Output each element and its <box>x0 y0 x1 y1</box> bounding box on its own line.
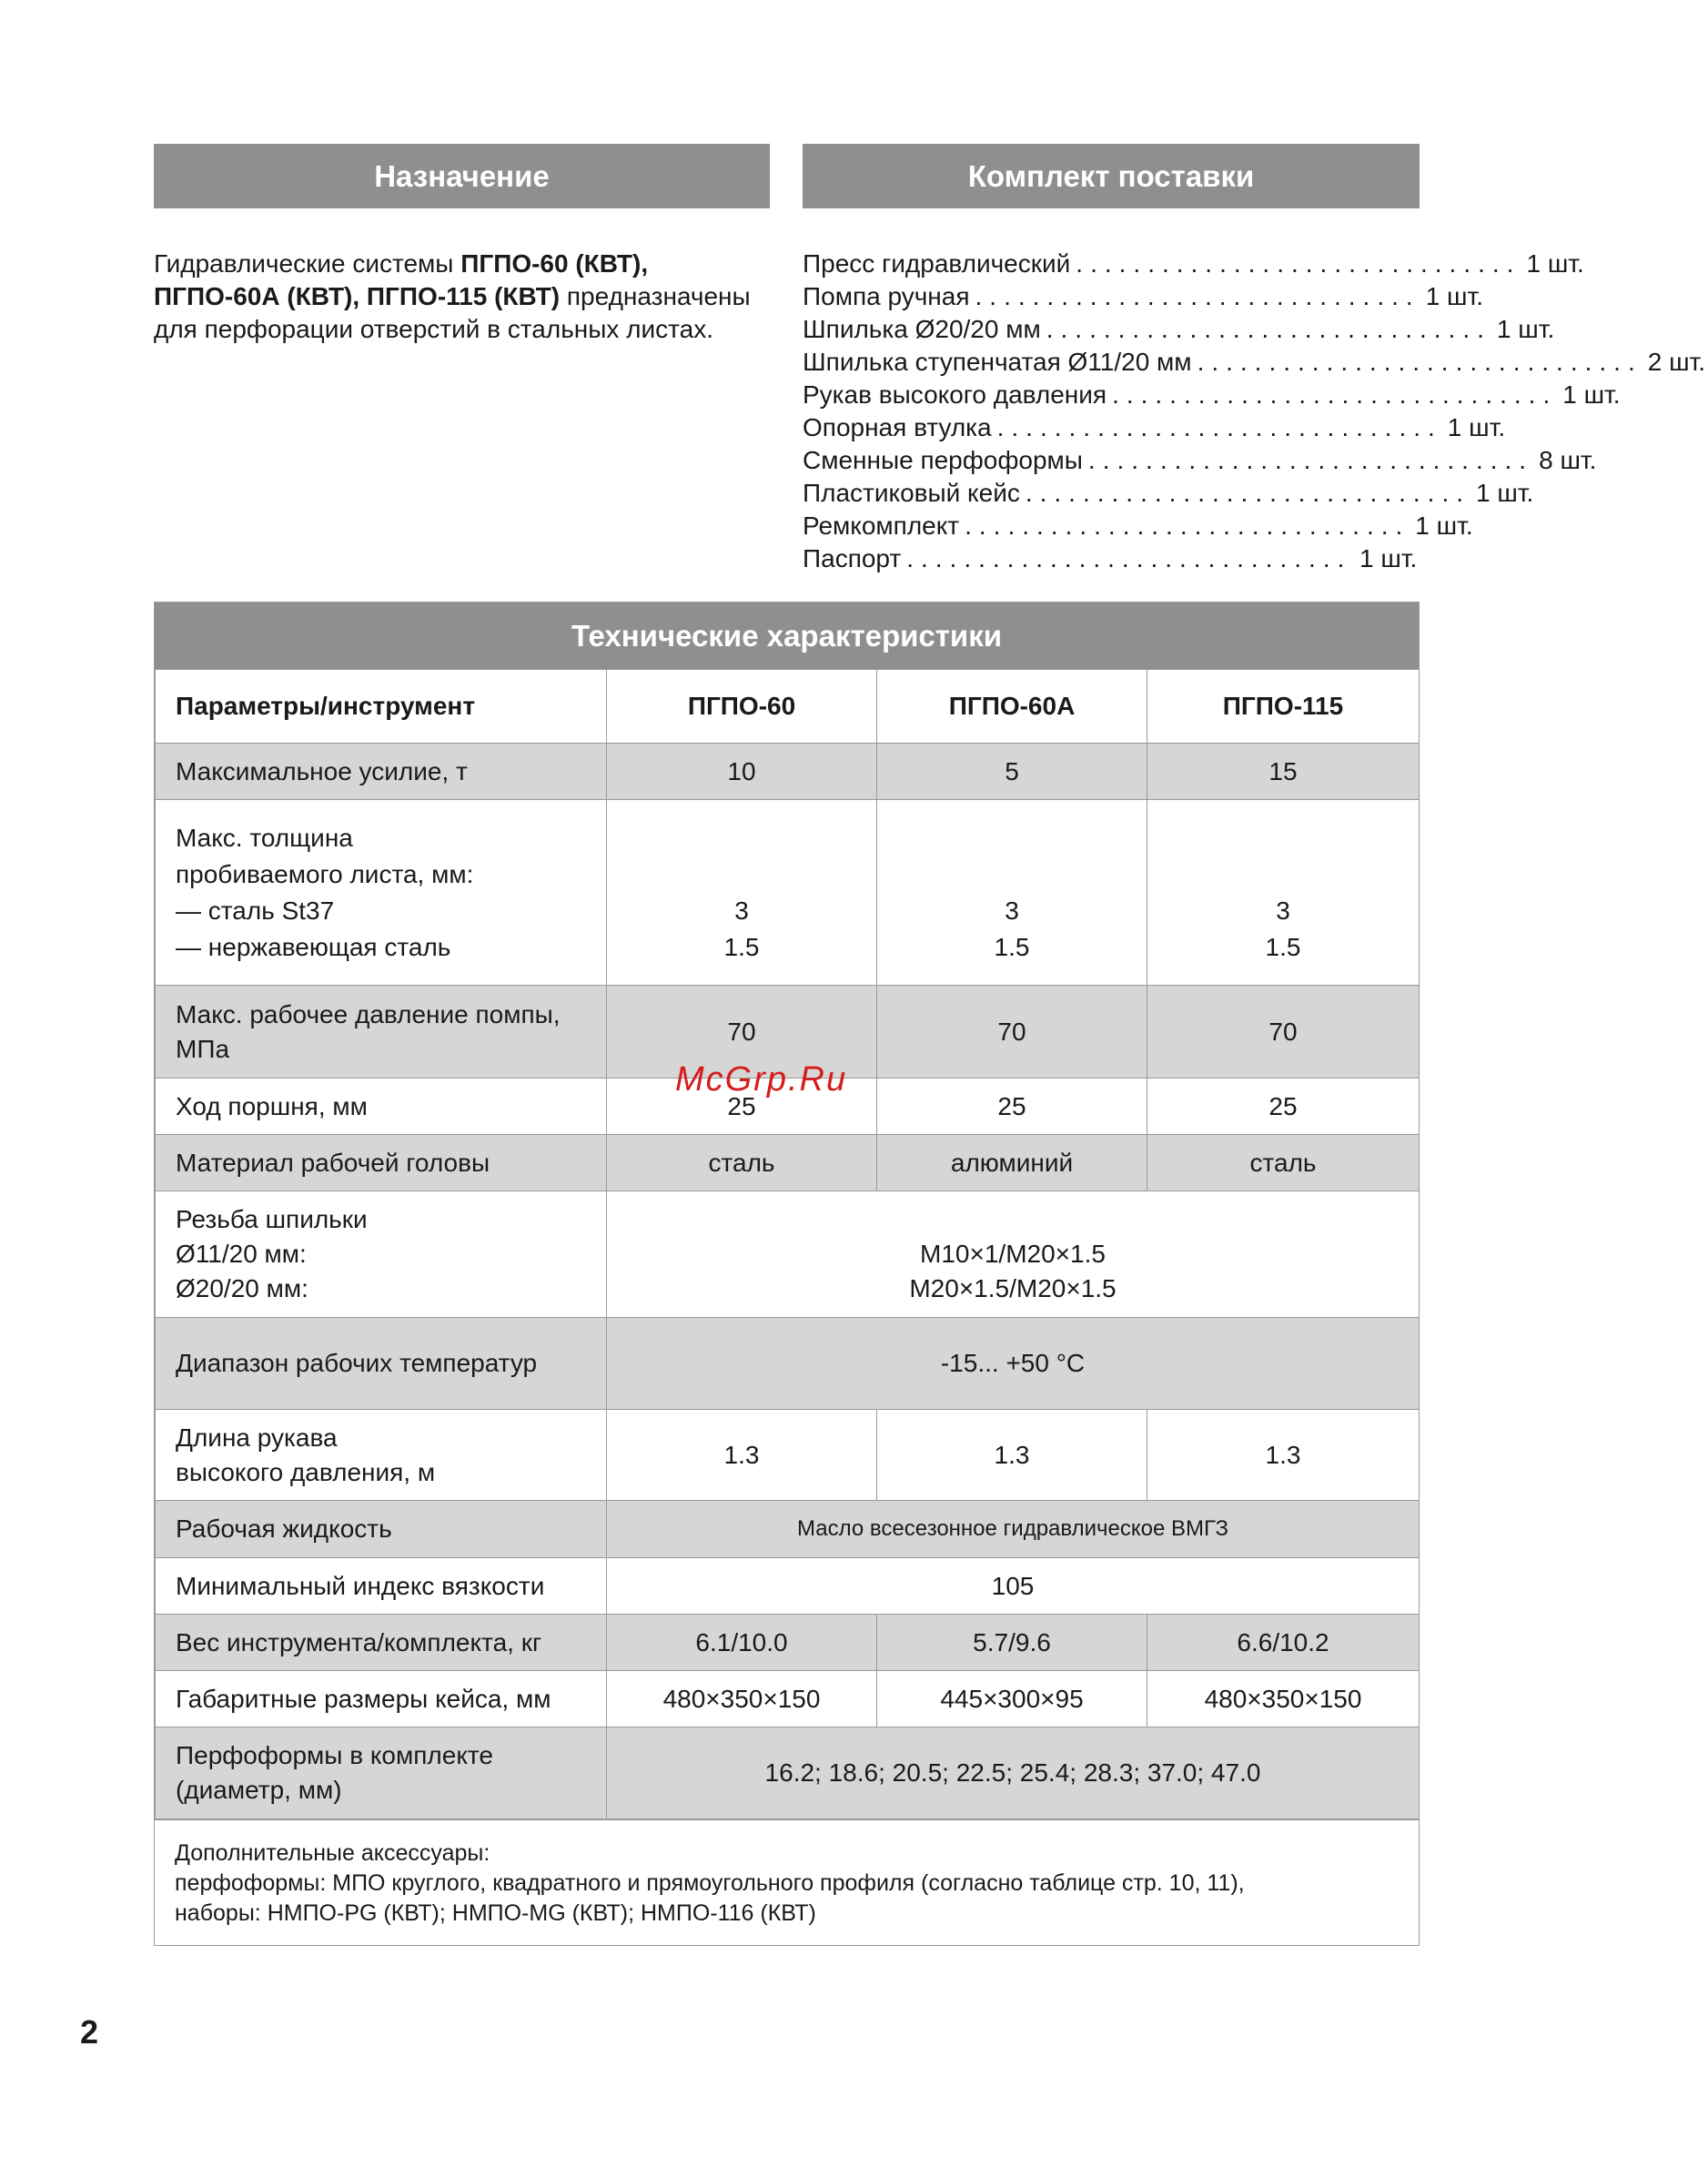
kit-item: Помпа ручная ............................... 1 шт. <box>803 282 1484 310</box>
row-label: Максимальное усилие, т <box>156 744 607 800</box>
kit-item: Пластиковый кейс ............................... 1 шт. <box>803 479 1534 507</box>
specs-table <box>155 669 1420 1819</box>
row-label: Рабочая жидкость <box>156 1501 607 1558</box>
cell: 25 <box>877 1079 1147 1135</box>
cell: 480×350×150 <box>1147 1671 1420 1727</box>
row-label: Длина рукава высокого давления, м <box>156 1410 607 1501</box>
cell: 1.3 <box>607 1410 877 1501</box>
cell: 70 <box>1147 986 1420 1079</box>
kit-item: Пресс гидравлический ............................... 1 шт. <box>803 249 1584 278</box>
row-label: Резьба шпильки Ø11/20 мм: Ø20/20 мм: <box>156 1191 607 1318</box>
cell: 3 1.5 <box>877 800 1147 986</box>
page-number: 2 <box>80 2013 99 2051</box>
column-header: ПГПО-60А <box>877 670 1147 744</box>
table-row <box>156 1410 1420 1501</box>
cell: 25 <box>607 1079 877 1135</box>
column-header: ПГПО-60 <box>607 670 877 744</box>
row-label: Макс. толщина пробиваемого листа, мм: — сталь St37 — нержавеющая сталь <box>156 800 607 986</box>
cell: -15... +50 °С <box>607 1318 1420 1410</box>
row-label: Материал рабочей головы <box>156 1135 607 1191</box>
cell: 480×350×150 <box>607 1671 877 1727</box>
table-row <box>156 1318 1420 1410</box>
cell: 3 1.5 <box>607 800 877 986</box>
table-row <box>156 1615 1420 1671</box>
cell: 10 <box>607 744 877 800</box>
table-row <box>156 1135 1420 1191</box>
cell: Масло всесезонное гидравлическое ВМГЗ <box>607 1501 1420 1558</box>
table-row <box>156 800 1420 986</box>
row-label: Перфоформы в комплекте (диаметр, мм) <box>156 1727 607 1819</box>
cell: 5 <box>877 744 1147 800</box>
row-label: Макс. рабочее давление помпы, МПа <box>156 986 607 1079</box>
cell: 70 <box>607 986 877 1079</box>
cell: 15 <box>1147 744 1420 800</box>
kit-item: Опорная втулка ............................... 1 шт. <box>803 413 1506 441</box>
kit-heading: Комплект поставки <box>803 144 1420 208</box>
row-label: Диапазон рабочих температур <box>156 1318 607 1410</box>
kit-item: Сменные перфоформы ............................... 8 шт. <box>803 446 1597 474</box>
cell: 445×300×95 <box>877 1671 1147 1727</box>
kit-list <box>803 248 1706 575</box>
cell: 70 <box>877 986 1147 1079</box>
cell: 25 <box>1147 1079 1420 1135</box>
specs-table-container <box>154 602 1420 1946</box>
cell: 1.3 <box>877 1410 1147 1501</box>
row-label: Габаритные размеры кейса, мм <box>156 1671 607 1727</box>
table-row <box>156 1727 1420 1819</box>
watermark: McGrp.Ru <box>675 1060 848 1099</box>
kit-item: Рукав высокого давления ............................... 1 шт. <box>803 380 1621 409</box>
additional-accessories-note: Дополнительные аксессуары: перфоформы: МПО круглого, квадратного и прямоугольного профиля (согласно таблице стр. 10, 11), наборы: НМПО-PG (КВТ); НМПО-MG (КВТ); НМПО-116 (КВТ) <box>155 1819 1419 1945</box>
row-label: Минимальный индекс вязкости <box>156 1558 607 1615</box>
purpose-models: ПГПО-60 (КВТ), ПГПО-60А (КВТ), ПГПО-115 (КВТ) <box>154 249 649 310</box>
table-row <box>156 1501 1420 1558</box>
table-row <box>156 1671 1420 1727</box>
cell: 1.3 <box>1147 1410 1420 1501</box>
table-row <box>156 1558 1420 1615</box>
cell: 6.1/10.0 <box>607 1615 877 1671</box>
cell: 6.6/10.2 <box>1147 1615 1420 1671</box>
kit-item: Шпилька Ø20/20 мм ............................... 1 шт. <box>803 315 1555 343</box>
cell: 105 <box>607 1558 1420 1615</box>
specs-heading: Технические характеристики <box>155 603 1419 669</box>
table-row <box>156 744 1420 800</box>
table-header-row <box>156 670 1420 744</box>
purpose-text: Гидравлические системы ПГПО-60 (КВТ), ПГПО-60А (КВТ), ПГПО-115 (КВТ) предназначены для перфорации отверстий в стальных листах. <box>154 249 751 343</box>
column-header: ПГПО-115 <box>1147 670 1420 744</box>
kit-item: Ремкомплект ............................... 1 шт. <box>803 512 1473 540</box>
cell: М10×1/М20×1.5 М20×1.5/М20×1.5 <box>607 1191 1420 1318</box>
row-label: Ход поршня, мм <box>156 1079 607 1135</box>
cell: 5.7/9.6 <box>877 1615 1147 1671</box>
column-header: Параметры/инструмент <box>156 670 607 744</box>
kit-item: Паспорт ............................... 1 шт. <box>803 544 1418 572</box>
cell: алюминий <box>877 1135 1147 1191</box>
purpose-heading: Назначение <box>154 144 770 208</box>
cell: сталь <box>607 1135 877 1191</box>
cell: 16.2; 18.6; 20.5; 22.5; 25.4; 28.3; 37.0; 47.0 <box>607 1727 1420 1819</box>
kit-item: Шпилька ступенчатая Ø11/20 мм ............................... 2 шт. <box>803 348 1706 376</box>
row-label: Вес инструмента/комплекта, кг <box>156 1615 607 1671</box>
table-row <box>156 1191 1420 1318</box>
cell: 3 1.5 <box>1147 800 1420 986</box>
cell: сталь <box>1147 1135 1420 1191</box>
